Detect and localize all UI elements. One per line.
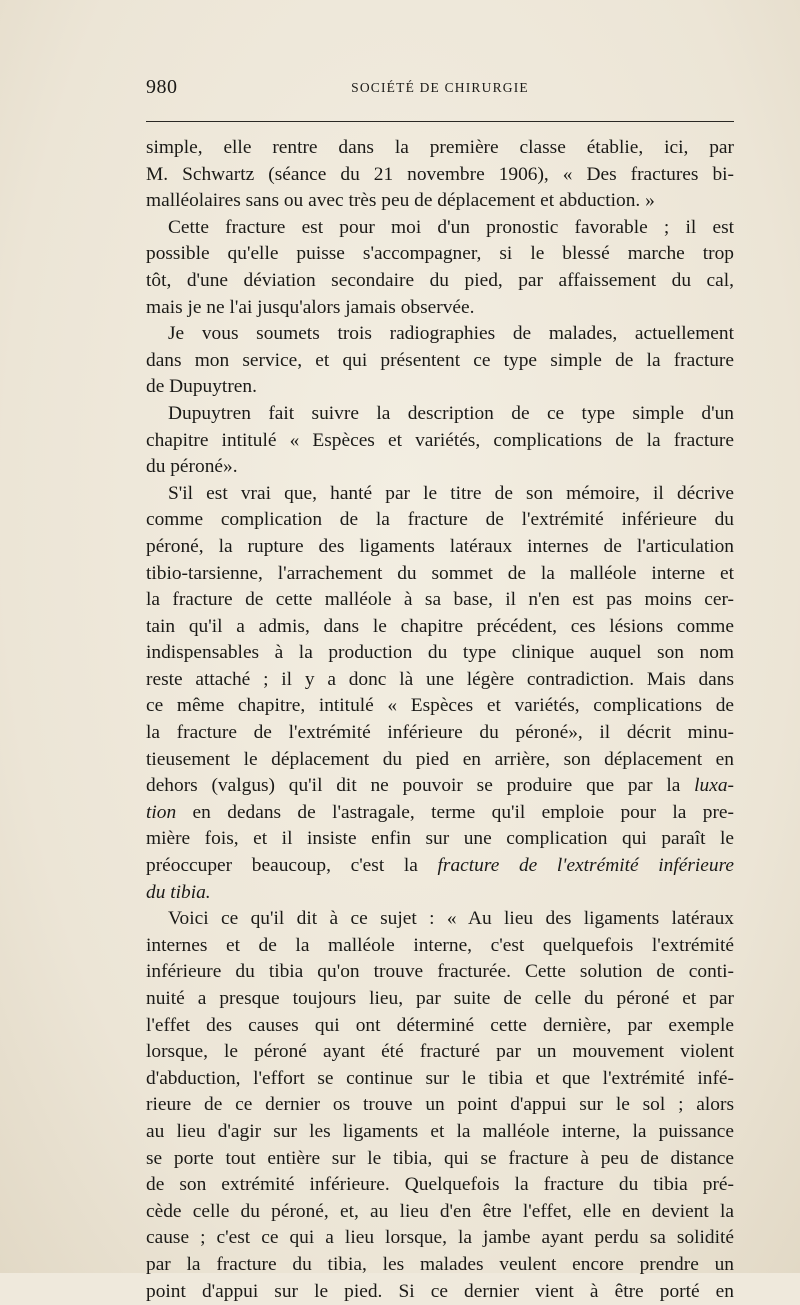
text-run: en dedans de l'astragale, terme qu'il emploie pour la pre- (176, 801, 734, 823)
text-line: M. Schwartz (séance du 21 novembre 1906), « Des fractures bi- (146, 163, 734, 185)
text-line: par la fracture du tibia, les malades veulent encore prendre un (146, 1253, 734, 1275)
text-line: l'effet des causes qui ont déterminé cette dernière, par exemple (146, 1014, 734, 1036)
text-line: tibio-tarsienne, l'arrachement du sommet de la malléole interne et (146, 562, 734, 584)
text-line: Voici ce qu'il dit à ce sujet : « Au lieu des ligaments latéraux (168, 908, 734, 930)
text-line: mais je ne l'ai jusqu'alors jamais observée. (146, 296, 475, 318)
text-line: de son extrémité inférieure. Quelquefois la fracture du tibia pré- (146, 1174, 734, 1196)
text-line: S'il est vrai que, hanté par le titre de son mémoire, il décrive (168, 482, 734, 504)
text-line: Je vous soumets trois radiographies de malades, actuellement (168, 323, 734, 345)
text-line: rieure de ce dernier os trouve un point d'appui sur le sol ; alors (146, 1094, 734, 1116)
italic-run: luxa- (694, 775, 734, 797)
text-line: de Dupuytren. (146, 376, 257, 398)
text-line: reste attaché ; il y a donc là une légère contradiction. Mais dans (146, 668, 734, 690)
text-line: chapitre intitulé « Espèces et variétés, complications de la fracture (146, 429, 734, 451)
text-line: Cette fracture est pour moi d'un pronostic favorable ; il est (168, 216, 734, 238)
header-rule (146, 121, 734, 122)
italic-run: tion (146, 801, 177, 823)
text-line: du péroné». (146, 456, 238, 478)
text-line: tieusement le déplacement du pied en arrière, son déplacement en (146, 748, 734, 770)
text-line: la fracture de l'extrémité inférieure du péroné», il décrit minu- (146, 722, 734, 744)
text-line: péroné, la rupture des ligaments latéraux internes de l'articulation (146, 535, 734, 557)
text-line: internes et de la malléole interne, c'est quelquefois l'extrémité (146, 934, 734, 956)
text-run: préoccuper beaucoup, c'est la (146, 855, 438, 877)
text-line: possible qu'elle puisse s'accompagner, si le blessé marche trop (146, 243, 734, 265)
text-line: tôt, d'une déviation secondaire du pied, par affaissement du cal, (146, 269, 734, 291)
text-line: dans mon service, et qui présentent ce type simple de la fracture (146, 349, 734, 371)
text-line: lorsque, le péroné ayant été fracturé par un mouvement violent (146, 1041, 734, 1063)
text-line: se porte tout entière sur le tibia, qui se fracture à peu de distance (146, 1147, 734, 1169)
text-line: cause ; c'est ce qui a lieu lorsque, la jambe ayant perdu sa solidité (146, 1227, 734, 1249)
text-line: malléolaires sans ou avec très peu de déplacement et abduction. » (146, 190, 655, 212)
body-text (146, 135, 734, 1305)
text-run: dehors (valgus) qu'il dit ne pouvoir se produire que par la (146, 775, 695, 797)
text-line (146, 773, 734, 800)
text-line: simple, elle rentre dans la première classe établie, ici, par (146, 137, 734, 158)
text-line: d'abduction, l'effort se continue sur le tibia et que l'extrémité infé- (146, 1067, 734, 1089)
text-line (146, 853, 734, 880)
text-line (146, 800, 734, 827)
italic-run: du tibia. (146, 881, 211, 903)
text-line: nuité a presque toujours lieu, par suite de celle du péroné et par (146, 988, 734, 1009)
page-number: 980 (146, 76, 178, 98)
text-line: mière fois, et il insiste enfin sur une complication qui paraît le (146, 828, 734, 850)
text-line: comme complication de la fracture de l'extrémité inférieure du (146, 509, 734, 531)
page-header (146, 76, 734, 102)
italic-run: fracture de l'extrémité inférieure (437, 855, 734, 877)
text-line: cède celle du péroné, et, au lieu d'en être l'effet, elle en devient la (146, 1200, 734, 1222)
text-line: au lieu d'agir sur les ligaments et la malléole interne, la puissance (146, 1120, 734, 1142)
text-line: ce même chapitre, intitulé « Espèces et variétés, complications de (146, 695, 734, 717)
text-line: indispensables à la production du type clinique auquel son nom (146, 642, 734, 664)
text-line: inférieure du tibia qu'on trouve fracturée. Cette solution de conti- (146, 961, 734, 983)
text-line: Dupuytren fait suivre la description de ce type simple d'un (168, 402, 734, 424)
text-line: la fracture de cette malléole à sa base, il n'en est pas moins cer- (146, 589, 734, 611)
text-line (146, 880, 734, 907)
text-line: tain qu'il a admis, dans le chapitre précédent, ces lésions comme (146, 615, 734, 637)
running-title: SOCIÉTÉ DE CHIRURGIE (351, 80, 529, 95)
text-line: point d'appui sur le pied. Si ce dernier vient à être porté en (146, 1280, 734, 1302)
